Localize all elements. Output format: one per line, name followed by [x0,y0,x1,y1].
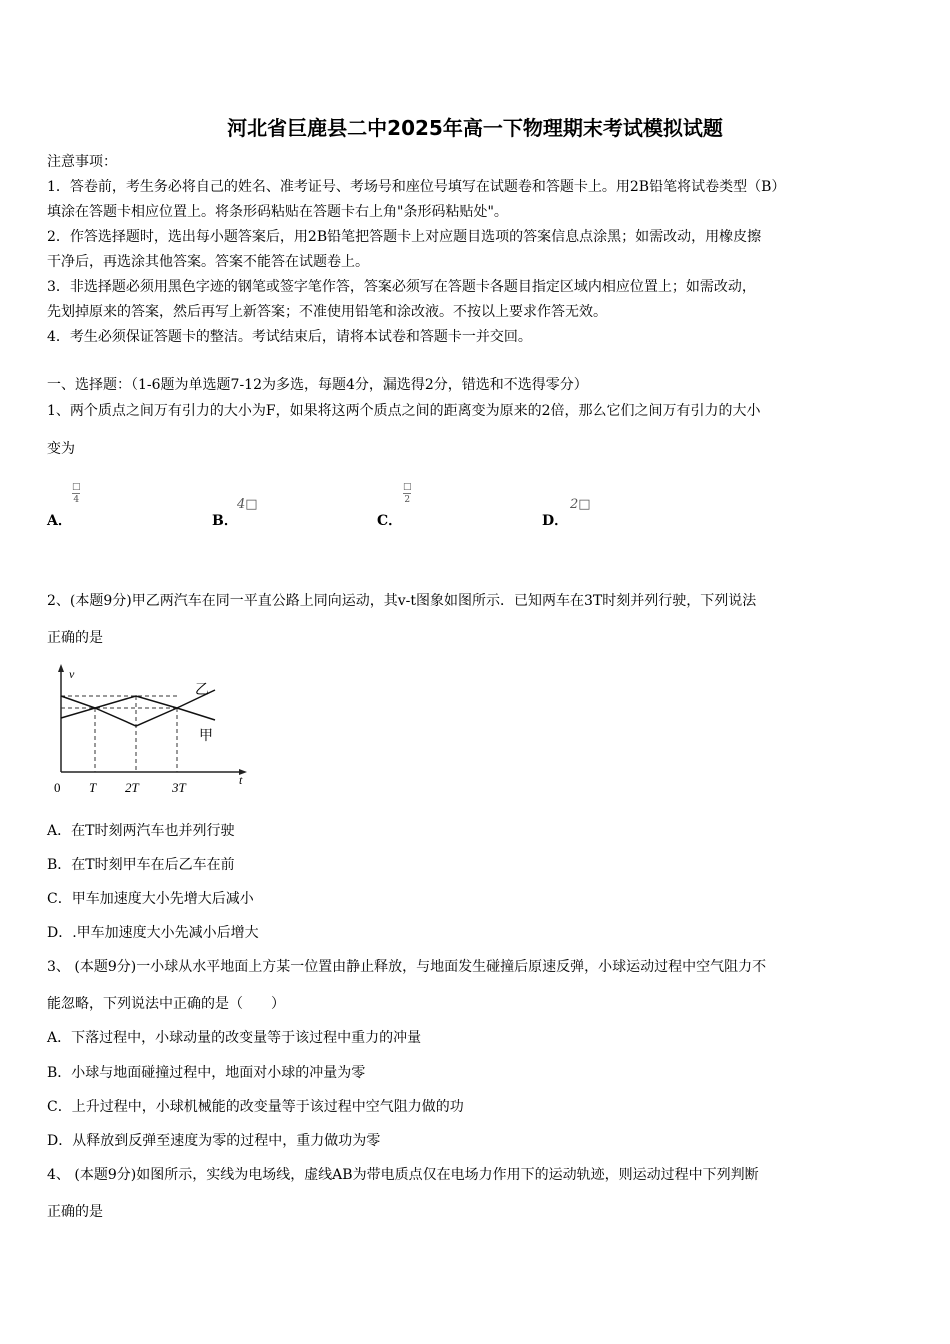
fraction-numerator: □ [403,482,412,492]
section-heading: 一、选择题：（1-6题为单选题7-12为多选，每题4分，漏选得2分，错选和不选得零分） [47,377,588,393]
notice-line: 3．非选择题必须用黑色字迹的钢笔或签字笔作答，答案必须写在答题卡各题目指定区域内相应位置上；如需改动， [47,279,756,295]
notice-line: 2．作答选择题时，选出每小题答案后，用2B铅笔把答题卡上对应题目选项的答案信息点涂黑；如需改动，用橡皮擦 [47,229,762,245]
q3-option-a: A．下落过程中，小球动量的改变量等于该过程中重力的冲量 [47,1030,422,1046]
notice-line: 4．考生必须保证答题卡的整洁。考试结束后，请将本试卷和答题卡一并交回。 [47,329,532,345]
q1-option-c-fraction [403,482,412,505]
notice-line: 干净后，再选涂其他答案。答案不能答在试题卷上。 [47,254,369,270]
page-title: 河北省巨鹿县二中2025年高一下物理期末考试模拟试题 [227,116,723,140]
q1-option-d-content: 2□ [570,497,591,512]
q3-stem: 3、 (本题9分)一小球从水平地面上方某一位置由静止释放，与地面发生碰撞后原速反弹，小球运动过程中空气阻力不 [47,959,767,975]
q1-stem-cont: 变为 [47,441,75,457]
curve-label-yi: 乙 [195,683,209,698]
notice-line: 先划掉原来的答案，然后再写上新答案；不准使用铅笔和涂改液。不按以上要求作答无效。 [47,304,607,320]
q3-stem-cont: 能忽略，下列说法中正确的是（ ） [47,996,285,1012]
q1-option-a-label: A． [47,513,72,529]
q1-stem: 1、两个质点之间万有引力的大小为F，如果将这两个质点之间的距离变为原来的2倍，那么它们之间万有引力的大小 [47,403,761,419]
q2-stem-cont: 正确的是 [47,630,103,646]
q1-option-a-fraction [72,482,81,505]
fraction-numerator: □ [72,482,81,492]
notice-line: 填涂在答题卡相应位置上。将条形码粘贴在答题卡右上角"条形码粘贴处"。 [47,204,508,220]
q3-option-c: C．上升过程中，小球机械能的改变量等于该过程中空气阻力做的功 [47,1099,464,1115]
q2-option-c: C．甲车加速度大小先增大后减小 [47,891,254,907]
q1-option-c-label: C． [377,513,403,529]
curve-label-jia: 甲 [199,729,213,744]
q2-stem: 2、(本题9分)甲乙两汽车在同一平直公路上同向运动，其v-t图象如图所示．已知两车在3T时刻并列行驶，下列说法 [47,593,757,609]
q4-stem-cont: 正确的是 [47,1204,103,1220]
q3-option-b: B．小球与地面碰撞过程中，地面对小球的冲量为零 [47,1065,366,1081]
q2-option-d: D．.甲车加速度大小先减小后增大 [47,925,259,941]
notice-line: 1．答卷前，考生务必将自己的姓名、准考证号、考场号和座位号填写在试题卷和答题卡上。用2B铅笔将试卷类型（B） [47,179,786,195]
tick-label-t: T [89,780,97,795]
q4-stem: 4、 (本题9分)如图所示，实线为电场线，虚线AB为带电质点仅在电场力作用下的运动轨迹，则运动过程中下列判断 [47,1167,759,1183]
q2-option-b: B．在T时刻甲车在后乙车在前 [47,857,235,873]
fraction-denominator: 4 [73,495,80,505]
q2-option-a: A．在T时刻两汽车也并列行驶 [47,823,235,839]
q3-option-d: D．从释放到反弹至速度为零的过程中，重力做功为零 [47,1133,381,1149]
origin-label: 0 [54,780,61,795]
q1-option-b-label: B． [212,513,238,529]
q1-option-d-label: D． [542,513,569,529]
vt-graph [45,660,255,800]
fraction-denominator: 2 [404,495,411,505]
v-axis-label: v [69,667,75,681]
q1-option-b-content: 4□ [237,497,258,512]
notice-heading: 注意事项： [47,154,117,170]
tick-label-2t: 2T [125,780,139,795]
t-axis-label: t [239,773,243,787]
tick-label-3t: 3T [172,780,186,795]
